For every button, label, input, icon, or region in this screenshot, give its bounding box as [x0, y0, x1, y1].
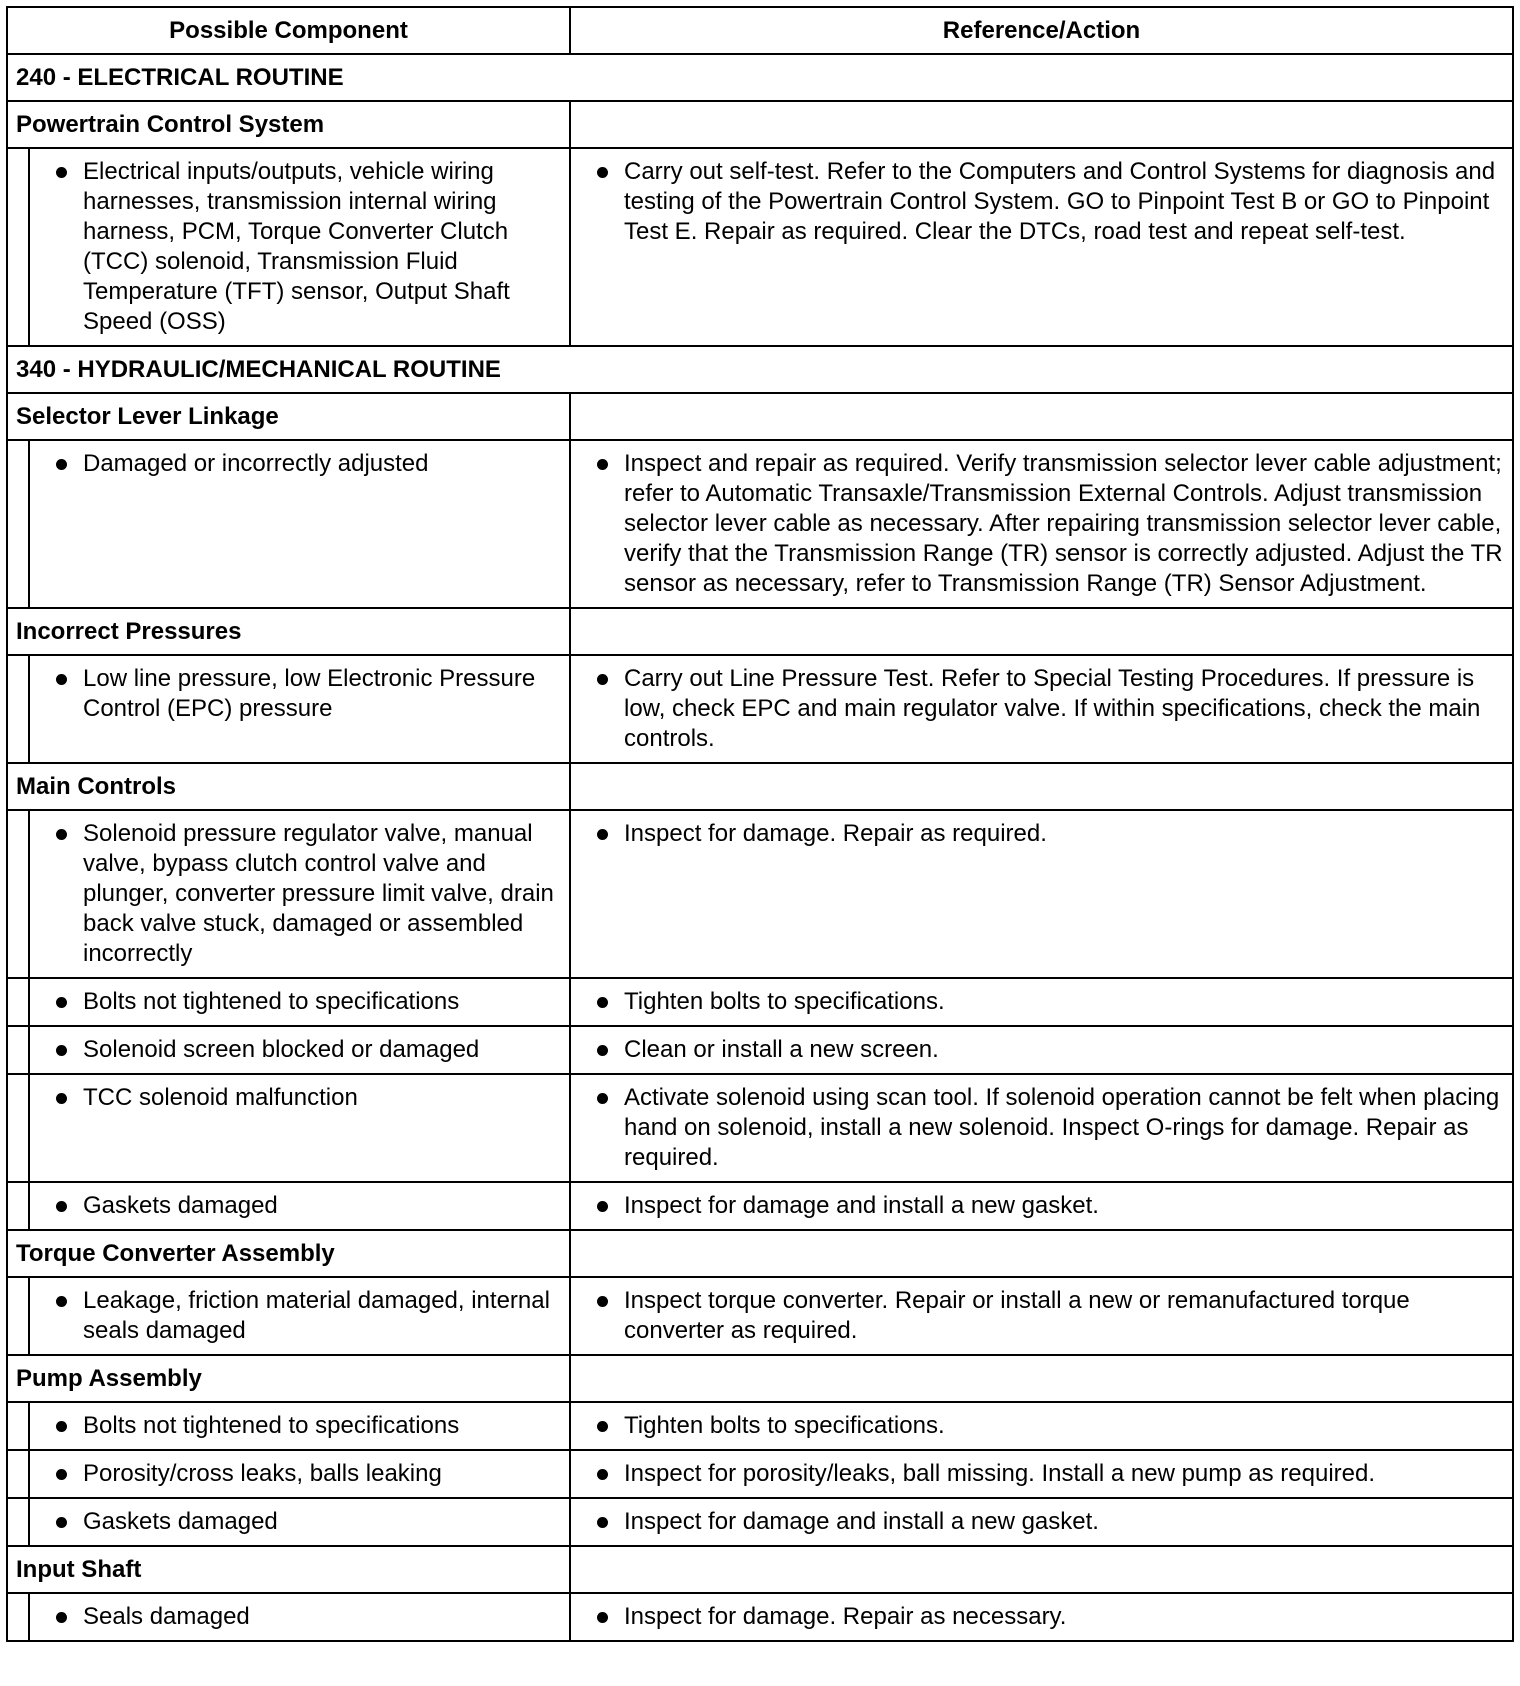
- bullet-item: [38, 1035, 563, 1065]
- table-row: [7, 148, 1513, 346]
- table-body: [7, 54, 1513, 1641]
- bullet-item: [579, 1191, 1506, 1221]
- bullet-icon: [597, 459, 608, 470]
- action-cell: [570, 440, 1513, 608]
- bullet-item: [38, 1286, 563, 1346]
- diagnosis-table: [6, 6, 1514, 1642]
- bullet-item: [579, 1083, 1506, 1173]
- component-cell: [29, 978, 570, 1026]
- section-row: [7, 346, 1513, 393]
- table-row: [7, 1450, 1513, 1498]
- group-action-cell: [570, 608, 1513, 655]
- component-text: Gaskets damaged: [83, 1508, 278, 1535]
- bullet-icon: [56, 167, 67, 178]
- bullet-item: [579, 449, 1506, 599]
- component-text: Solenoid screen blocked or damaged: [83, 1036, 480, 1063]
- action-text: Carry out Line Pressure Test. Refer to Special Testing Procedures. If pressure is low, check EPC and main regulator valve. If within specifications, check the main controls.: [624, 665, 1481, 752]
- bullet-icon: [56, 1612, 67, 1623]
- action-text: Inspect torque converter. Repair or install a new or remanufactured torque converter as required.: [624, 1287, 1410, 1344]
- component-cell: [29, 1498, 570, 1546]
- group-name: Powertrain Control System: [7, 101, 570, 148]
- indent-cell: [7, 148, 29, 346]
- action-text: Tighten bolts to specifications.: [624, 988, 945, 1015]
- indent-cell: [7, 1498, 29, 1546]
- table-row: [7, 440, 1513, 608]
- component-text: Bolts not tightened to specifications: [83, 988, 460, 1015]
- table-row: [7, 655, 1513, 763]
- bullet-icon: [56, 1469, 67, 1480]
- section-title: 340 - HYDRAULIC/MECHANICAL ROUTINE: [7, 346, 1513, 393]
- bullet-icon: [597, 1612, 608, 1623]
- header-row: [7, 7, 1513, 54]
- bullet-icon: [597, 1517, 608, 1528]
- action-text: Inspect for damage. Repair as necessary.: [624, 1603, 1067, 1630]
- action-cell: [570, 1182, 1513, 1230]
- action-cell: [570, 1074, 1513, 1182]
- bullet-icon: [56, 1421, 67, 1432]
- component-text: TCC solenoid malfunction: [83, 1084, 358, 1111]
- bullet-icon: [56, 829, 67, 840]
- bullet-item: [38, 987, 563, 1017]
- bullet-item: [38, 1191, 563, 1221]
- component-cell: [29, 1074, 570, 1182]
- indent-cell: [7, 440, 29, 608]
- bullet-item: [579, 1286, 1506, 1346]
- bullet-icon: [56, 1517, 67, 1528]
- indent-cell: [7, 1074, 29, 1182]
- bullet-item: [579, 1411, 1506, 1441]
- bullet-item: [579, 1507, 1506, 1537]
- header-component: Possible Component: [7, 7, 570, 54]
- action-cell: [570, 1450, 1513, 1498]
- indent-cell: [7, 1593, 29, 1641]
- component-cell: [29, 1026, 570, 1074]
- component-text: Gaskets damaged: [83, 1192, 278, 1219]
- indent-cell: [7, 655, 29, 763]
- action-text: Clean or install a new screen.: [624, 1036, 939, 1063]
- table-row: [7, 978, 1513, 1026]
- bullet-item: [38, 664, 563, 724]
- header-action: Reference/Action: [570, 7, 1513, 54]
- action-text: Tighten bolts to specifications.: [624, 1412, 945, 1439]
- group-row: [7, 763, 1513, 810]
- group-name: Main Controls: [7, 763, 570, 810]
- section-title: 240 - ELECTRICAL ROUTINE: [7, 54, 1513, 101]
- component-cell: [29, 810, 570, 978]
- group-row: [7, 1355, 1513, 1402]
- bullet-item: [579, 1602, 1506, 1632]
- action-cell: [570, 1277, 1513, 1355]
- bullet-icon: [56, 997, 67, 1008]
- indent-cell: [7, 978, 29, 1026]
- action-cell: [570, 978, 1513, 1026]
- bullet-item: [579, 819, 1506, 849]
- group-row: [7, 101, 1513, 148]
- indent-cell: [7, 1277, 29, 1355]
- action-text: Inspect for damage and install a new gasket.: [624, 1192, 1099, 1219]
- component-cell: [29, 1402, 570, 1450]
- component-cell: [29, 440, 570, 608]
- component-cell: [29, 1277, 570, 1355]
- group-name: Selector Lever Linkage: [7, 393, 570, 440]
- group-action-cell: [570, 1546, 1513, 1593]
- component-text: Low line pressure, low Electronic Pressure Control (EPC) pressure: [83, 665, 536, 722]
- group-action-cell: [570, 1230, 1513, 1277]
- component-text: Electrical inputs/outputs, vehicle wiring harnesses, transmission internal wiring harness, PCM, Torque Converter Clutch (TCC) solenoid, Transmission Fluid Temperature (TFT) sensor, Output Shaft Speed (OSS): [83, 158, 510, 335]
- action-cell: [570, 1402, 1513, 1450]
- action-text: Inspect for damage. Repair as required.: [624, 820, 1047, 847]
- group-action-cell: [570, 393, 1513, 440]
- component-cell: [29, 655, 570, 763]
- action-cell: [570, 1498, 1513, 1546]
- component-cell: [29, 1593, 570, 1641]
- group-name: Pump Assembly: [7, 1355, 570, 1402]
- bullet-icon: [597, 829, 608, 840]
- component-text: Porosity/cross leaks, balls leaking: [83, 1460, 442, 1487]
- bullet-icon: [597, 167, 608, 178]
- bullet-item: [38, 449, 563, 479]
- group-action-cell: [570, 1355, 1513, 1402]
- bullet-icon: [56, 674, 67, 685]
- bullet-item: [38, 1083, 563, 1113]
- bullet-item: [38, 1459, 563, 1489]
- action-text: Inspect for damage and install a new gasket.: [624, 1508, 1099, 1535]
- group-name: Torque Converter Assembly: [7, 1230, 570, 1277]
- table-row: [7, 1026, 1513, 1074]
- table-row: [7, 1498, 1513, 1546]
- action-cell: [570, 1026, 1513, 1074]
- bullet-icon: [56, 459, 67, 470]
- group-row: [7, 1230, 1513, 1277]
- action-cell: [570, 810, 1513, 978]
- bullet-icon: [597, 997, 608, 1008]
- bullet-item: [38, 157, 563, 337]
- table-row: [7, 1402, 1513, 1450]
- action-text: Inspect and repair as required. Verify transmission selector lever cable adjustment; refer to Automatic Transaxle/Transmission External Controls. Adjust transmission selector lever cable as necessary. After repairing transmission selector lever cable, verify that the Transmission Range (TR) sensor is correctly adjusted. Adjust the TR sensor as necessary, refer to Transmission Range (TR) Sensor Adjustment.: [624, 450, 1503, 597]
- group-name: Input Shaft: [7, 1546, 570, 1593]
- component-text: Seals damaged: [83, 1603, 250, 1630]
- indent-cell: [7, 1402, 29, 1450]
- indent-cell: [7, 1450, 29, 1498]
- bullet-item: [579, 157, 1506, 247]
- bullet-icon: [597, 674, 608, 685]
- bullet-item: [579, 1035, 1506, 1065]
- bullet-icon: [56, 1045, 67, 1056]
- action-text: Inspect for porosity/leaks, ball missing. Install a new pump as required.: [624, 1460, 1376, 1487]
- table-row: [7, 1074, 1513, 1182]
- table-row: [7, 1277, 1513, 1355]
- table-row: [7, 810, 1513, 978]
- group-action-cell: [570, 101, 1513, 148]
- bullet-icon: [597, 1045, 608, 1056]
- bullet-icon: [56, 1093, 67, 1104]
- bullet-icon: [597, 1296, 608, 1307]
- bullet-icon: [56, 1296, 67, 1307]
- bullet-icon: [56, 1201, 67, 1212]
- component-text: Damaged or incorrectly adjusted: [83, 450, 429, 477]
- component-text: Solenoid pressure regulator valve, manual valve, bypass clutch control valve and plunger, converter pressure limit valve, drain back valve stuck, damaged or assembled incorrectly: [83, 820, 554, 967]
- bullet-icon: [597, 1093, 608, 1104]
- action-cell: [570, 655, 1513, 763]
- action-text: Carry out self-test. Refer to the Computers and Control Systems for diagnosis and testing of the Powertrain Control System. GO to Pinpoint Test B or GO to Pinpoint Test E. Repair as required. Clear the DTCs, road test and repeat self-test.: [624, 158, 1496, 245]
- bullet-item: [579, 1459, 1506, 1489]
- table-row: [7, 1593, 1513, 1641]
- bullet-icon: [597, 1469, 608, 1480]
- bullet-item: [579, 664, 1506, 754]
- group-name: Incorrect Pressures: [7, 608, 570, 655]
- indent-cell: [7, 1026, 29, 1074]
- bullet-item: [579, 987, 1506, 1017]
- bullet-item: [38, 1507, 563, 1537]
- action-text: Activate solenoid using scan tool. If solenoid operation cannot be felt when placing hand on solenoid, install a new solenoid. Inspect O-rings for damage. Repair as required.: [624, 1084, 1500, 1171]
- bullet-item: [38, 1602, 563, 1632]
- bullet-item: [38, 1411, 563, 1441]
- bullet-icon: [597, 1201, 608, 1212]
- indent-cell: [7, 810, 29, 978]
- component-cell: [29, 1450, 570, 1498]
- action-cell: [570, 148, 1513, 346]
- section-row: [7, 54, 1513, 101]
- group-row: [7, 393, 1513, 440]
- indent-cell: [7, 1182, 29, 1230]
- group-row: [7, 1546, 1513, 1593]
- group-row: [7, 608, 1513, 655]
- component-cell: [29, 148, 570, 346]
- component-text: Bolts not tightened to specifications: [83, 1412, 460, 1439]
- bullet-icon: [597, 1421, 608, 1432]
- bullet-item: [38, 819, 563, 969]
- component-cell: [29, 1182, 570, 1230]
- component-text: Leakage, friction material damaged, internal seals damaged: [83, 1287, 550, 1344]
- action-cell: [570, 1593, 1513, 1641]
- table-row: [7, 1182, 1513, 1230]
- group-action-cell: [570, 763, 1513, 810]
